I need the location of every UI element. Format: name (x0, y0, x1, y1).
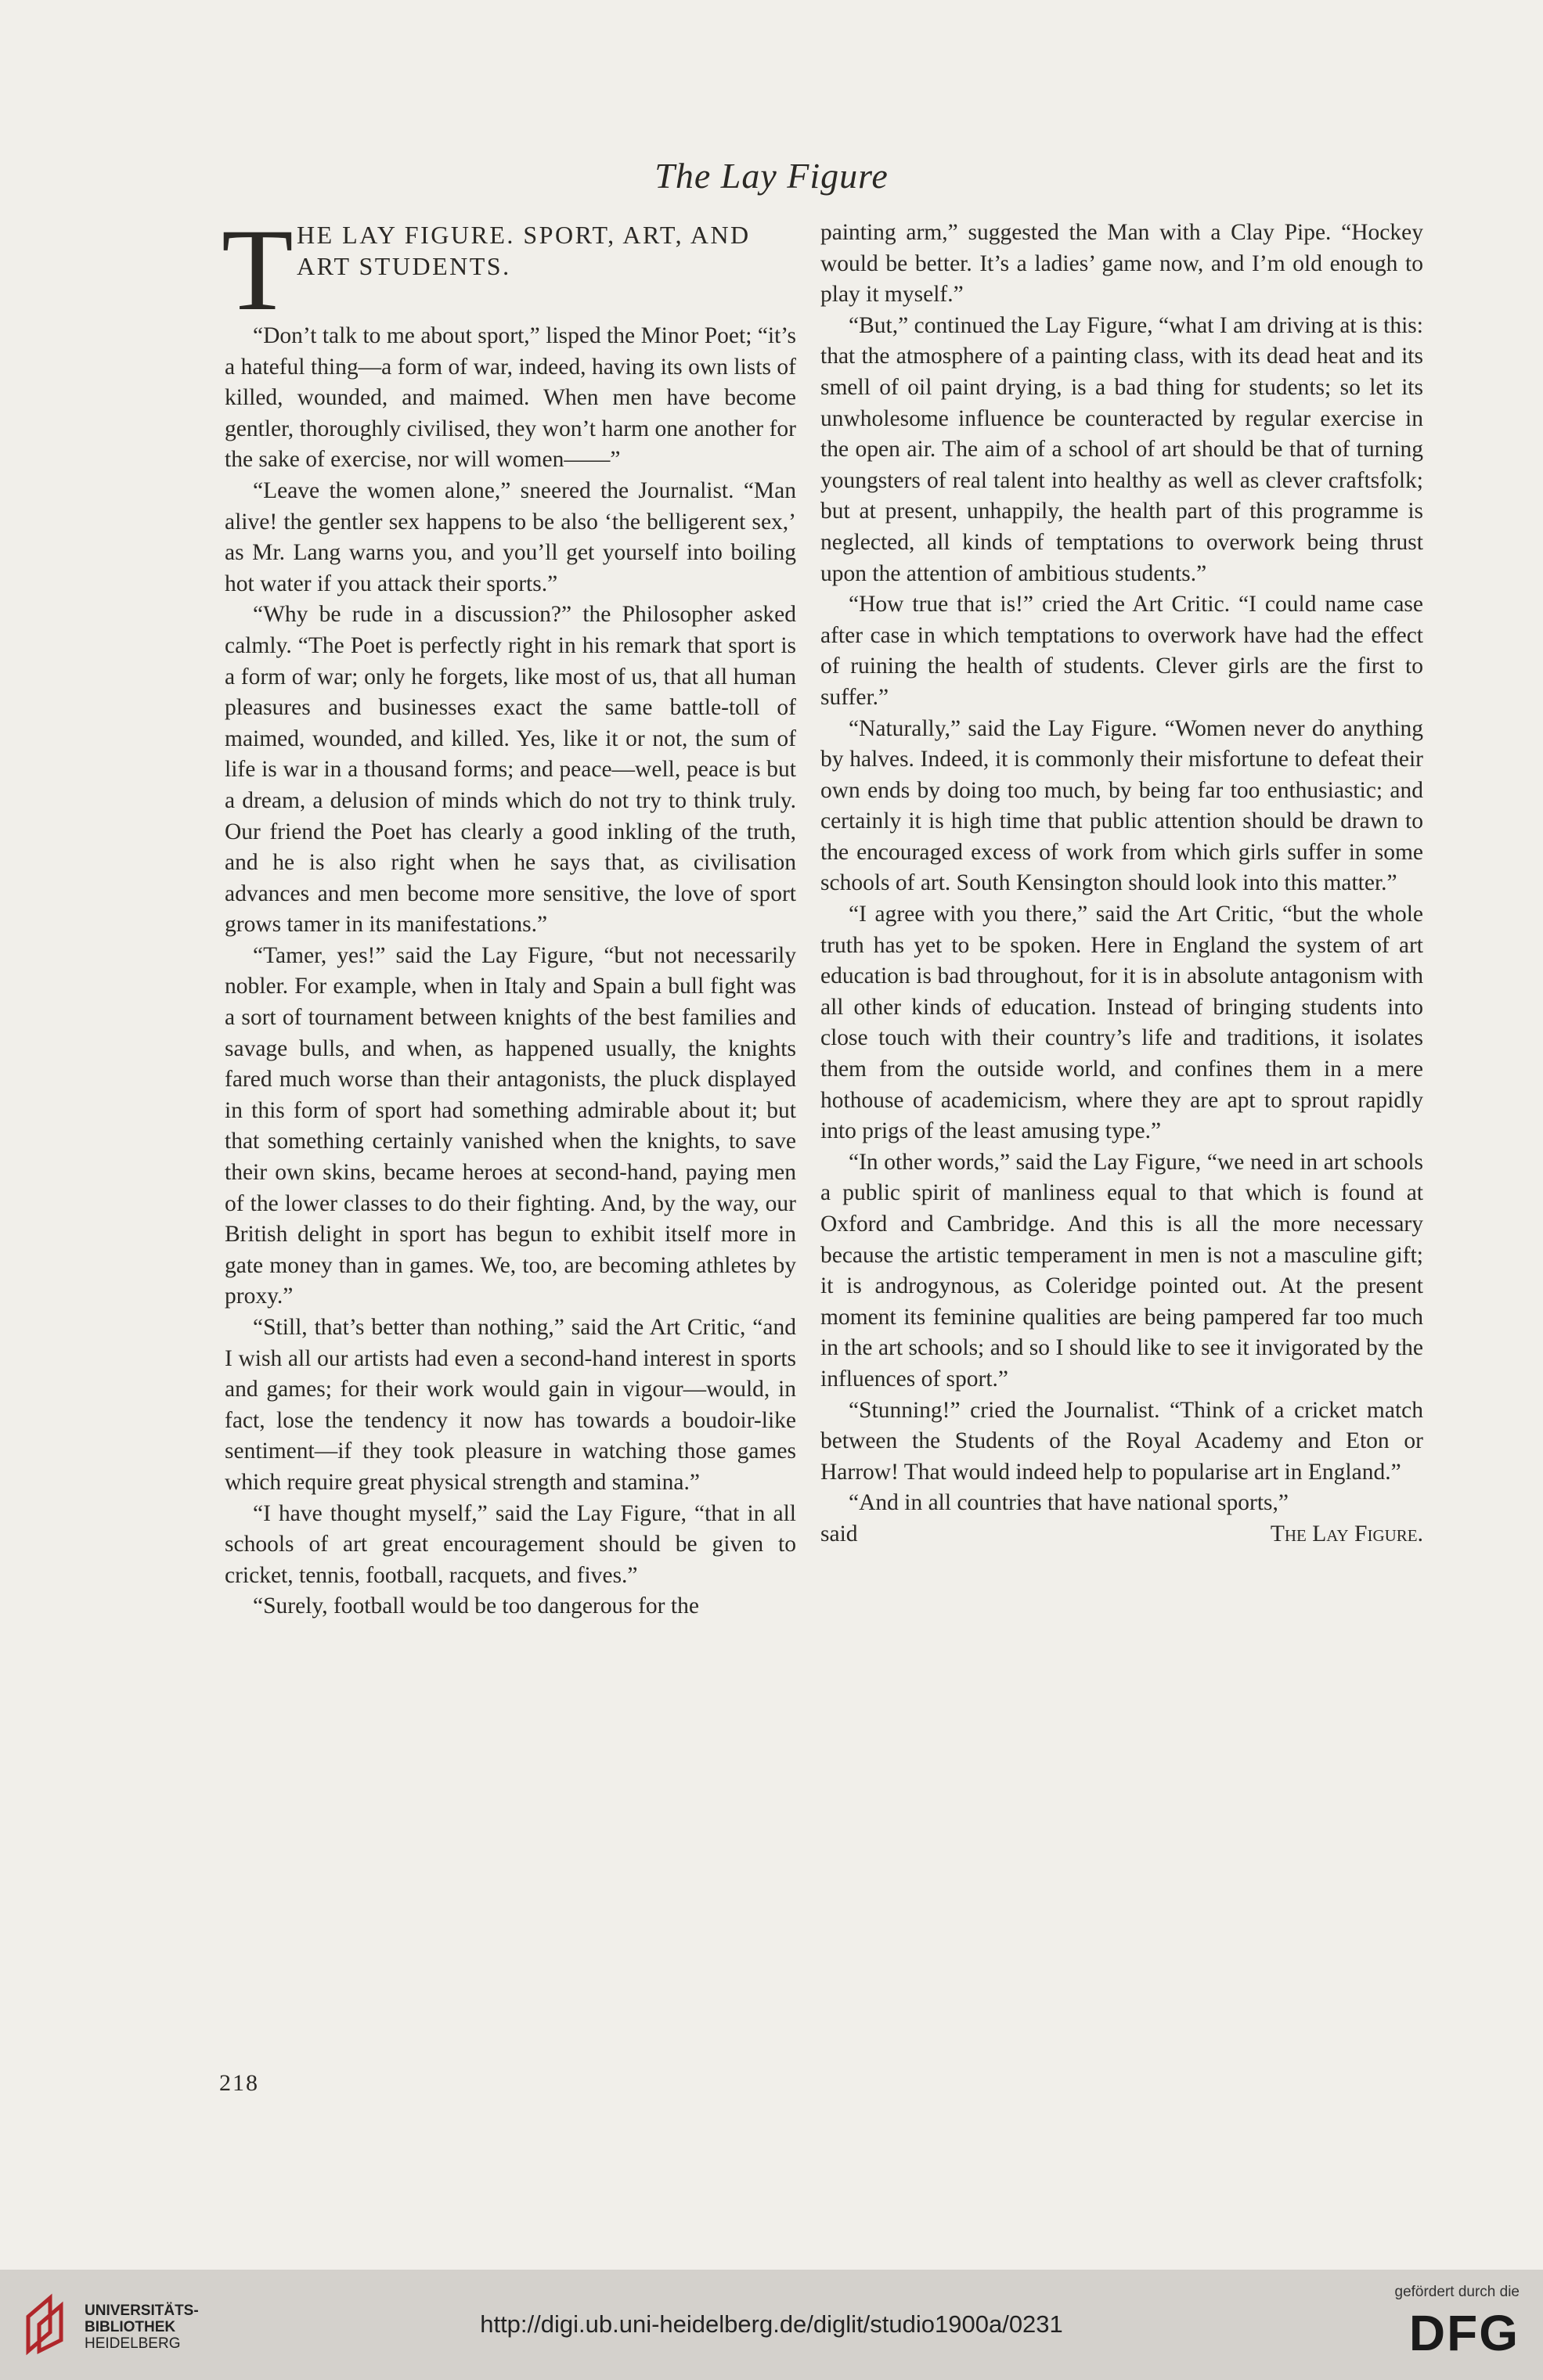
running-head: The Lay Figure (654, 156, 889, 196)
paragraph: “And in all countries that have national sports,” (849, 1490, 1289, 1516)
paragraph: “Leave the women alone,” sneered the Journalist. “Man alive! the gentler sex happens to be also ‘the belligerent sex,’ as Mr. Lang warns you, and you’ll get yourself into boiling hot water if you attack their sports.” (225, 477, 796, 596)
paragraph: “In other words,” said the Lay Figure, “we need in art schools a public spirit of manliness equal to that which is found at Oxford and Cambridge. And this is all the more necessary because the artistic temperament in men is not a masculine gift; it is androgynous, as Coleridge pointed out. At the present moment its feminine qualities are being pampered far too much in the art schools; and so I should like to see it invigorated by the influences of sport.” (820, 1149, 1423, 1392)
paragraph: “Why be rude in a discussion?” the Philosopher asked calmly. “The Poet is perfectly right in his remark that sport is a form of war; only he forgets, like most of us, that all human pleasures and businesses exact the same battle-toll of maimed, wounded, and killed. Yes, like it or not, the sum of life is war in a thousand forms; and peace—well, peace is but a dream, a delusion of minds which do not try to think truly. Our friend the Poet has clearly a good inkling of the truth, and he is also right when he says that, as civilisation advances and men become more sensitive, the love of sport grows tamer in its manifestations.” (225, 602, 796, 938)
paragraph: “Naturally,” said the Lay Figure. “Women never do anything by halves. Indeed, it is commonly their misfortune to defeat their own ends by doing too much, by being far too enthusiastic; and certainly it is high time that public attention should be drawn to the encouraged excess of work from which girls suffer in some schools of art. South Kensington should look into this matter.” (820, 715, 1423, 896)
paragraph: “But,” continued the Lay Figure, “what I am driving at is this: that the atmosphere of a painting class, with its dead heat and its smell of oil paint drying, is a bad thing for students; so let its unwholesome influence be counteracted by regular exercise in the open air. The aim of a school of art should be that of turning youngsters of real talent into healthy as well as clever craftsfolk; but at present, unhappily, the health part of this programme is neglected, all kinds of temptations to overwork being thrust upon the attention of ambitious students.” (820, 312, 1423, 586)
page-number: 218 (219, 2070, 259, 2096)
digitization-footer (0, 2270, 1543, 2380)
paragraph: “Still, that’s better than nothing,” said the Art Critic, “and I wish all our artists had even a second-hand interest in sports and games; for their work would gain in vigour—would, in fact, lose the tendency it now has towards a boudoir-like sentiment—if they took pleasure in watching those games which require great physical strength and stamina.” (225, 1315, 796, 1495)
library-name-line: UNIVERSITÄTS- (85, 2303, 199, 2319)
paragraph: painting arm,” suggested the Man with a Clay Pipe. “Hockey would be better. It’s a ladies’ game now, and I’m old enough to play it myself.” (820, 220, 1423, 308)
paragraph: “I agree with you there,” said the Art Critic, “but the whole truth has yet to be spoken. Here in England the system of art education is bad throughout, for it is in absolute antagonism with all other kinds of education. Instead of bringing students into close touch with their country’s life and traditions, it isolates them from the outside world, and confines them in a mere hothouse of academicism, where they are apt to sprout rapidly into prigs of the least amusing type.” (820, 902, 1423, 1144)
paragraph: “Don’t talk to me about sport,” lisped the Minor Poet; “it’s a hateful thing—a form of war, indeed, having its own lists of killed, wounded, and maimed. When men have become gentler, thoroughly civilised, they won’t harm one another for the sake of exercise, nor will women——” (225, 323, 796, 473)
library-name-line: BIBLIOTHEK (85, 2319, 176, 2335)
funding-note: gefördert durch die (1394, 2284, 1520, 2300)
article-title: HE LAY FIGURE. SPORT, ART, AND ART STUDENTS. (297, 221, 751, 280)
right-column (820, 218, 1423, 1550)
paragraph: “I have thought myself,” said the Lay Figure, “that in all schools of art great encouragement should be given to cricket, tennis, football, racquets, and fives.” (225, 1500, 796, 1588)
paragraph: “Surely, football would be too dangerous for the (253, 1593, 699, 1619)
left-column (222, 205, 796, 1622)
article-title-block (222, 205, 796, 335)
paragraph: “Stunning!” cried the Journalist. “Think of a cricket match between the Students of the Royal Academy and Eton or Harrow! That would indeed help to popularise art in England.” (820, 1397, 1423, 1485)
signature-name: The Lay Figure. (1270, 1521, 1423, 1546)
paragraph: “How true that is!” cried the Art Critic. “I could name case after case in which temptations to overwork have had the effect of ruining the health of students. Clever girls are the first to suffer.” (820, 592, 1423, 710)
library-name-line: HEIDELBERG (85, 2335, 181, 2352)
funder-block (1379, 2284, 1520, 2360)
drop-cap: T (222, 205, 294, 335)
signature-line (820, 1519, 1423, 1550)
dfg-logo: DFG (1408, 2305, 1520, 2361)
paragraph: “Tamer, yes!” said the Lay Figure, “but not necessarily nobler. For example, when in Italy and Spain a bull fight was a sort of tournament between knights of the best families and savage bulls, and when, as happened usually, the knights fared much worse than their antagonists, the pluck displayed in this form of sport had something admirable about it; but that something certainly vanished when the knights, to save their own skins, became heroes at second-hand, paying men of the lower classes to do their fighting. And, by the way, our British delight in sport has begun to exhibit itself more in gate money than in games. We, too, are becoming athletes by proxy.” (225, 942, 796, 1309)
source-url-link[interactable]: http://digi.ub.uni-heidelberg.de/diglit/studio1900a/0231 (480, 2310, 1063, 2338)
signature-lead: said (820, 1521, 858, 1546)
